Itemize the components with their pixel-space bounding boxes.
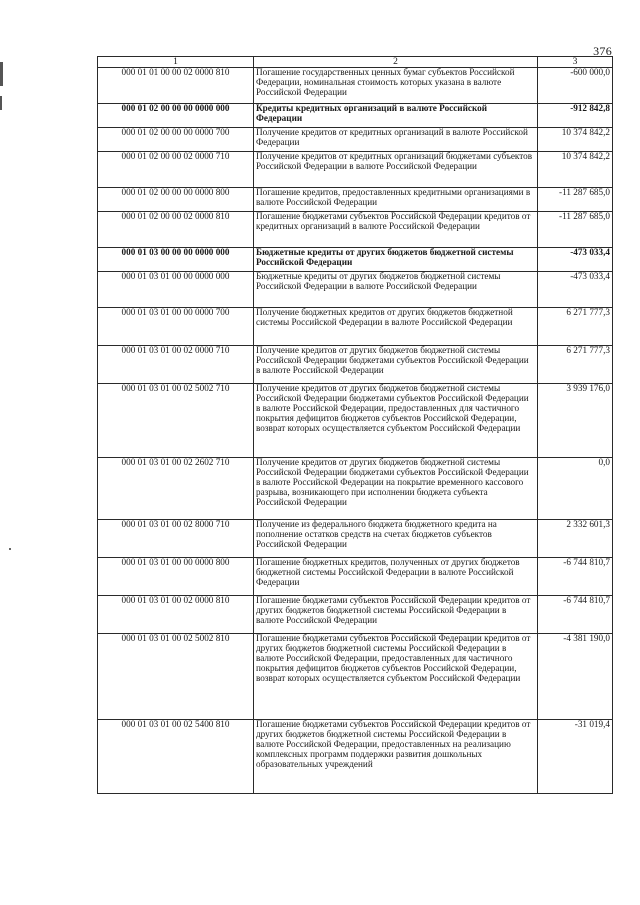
table-row: [98, 152, 613, 188]
row-code: 000 01 01 00 00 02 0000 810: [98, 68, 254, 104]
row-code: 000 01 03 01 00 02 2602 710: [98, 458, 254, 520]
row-code: 000 01 02 00 00 00 0000 800: [98, 188, 254, 212]
table-row: [98, 212, 613, 248]
row-sum: 10 374 842,2: [538, 152, 613, 188]
table-row: [98, 104, 613, 128]
row-sum: -473 033,4: [538, 248, 613, 272]
table-row: [98, 720, 613, 794]
row-code: 000 01 03 01 00 02 5400 810: [98, 720, 254, 794]
row-sum: -31 019,4: [538, 720, 613, 794]
page-number: 376: [593, 44, 612, 58]
table-row: [98, 188, 613, 212]
row-code: 000 01 03 01 00 02 5002 810: [98, 634, 254, 720]
row-sum: 6 271 777,3: [538, 346, 613, 384]
column-header-name: 2: [254, 57, 538, 68]
table-row: [98, 558, 613, 596]
row-sum: -6 744 810,7: [538, 596, 613, 634]
table-row: [98, 458, 613, 520]
row-name: Кредиты кредитных организаций в валюте Российской Федерации: [254, 104, 538, 128]
column-header-code: 1: [98, 57, 254, 68]
row-name: Получение кредитов от кредитных организаций в валюте Российской Федерации: [254, 128, 538, 152]
row-name: Погашение государственных ценных бумаг субъектов Российской Федерации, номинальная стоимость которых указана в валюте Российской Федерации: [254, 68, 538, 104]
table-row: [98, 308, 613, 346]
row-sum: 2 332 601,3: [538, 520, 613, 558]
row-sum: 6 271 777,3: [538, 308, 613, 346]
row-sum: -473 033,4: [538, 272, 613, 308]
table-header-row: [98, 57, 613, 68]
row-name: Получение кредитов от других бюджетов бюджетной системы Российской Федерации бюджетами субъектов Российской Федерации в валюте Российской Федерации: [254, 346, 538, 384]
row-name: Получение бюджетных кредитов от других бюджетов бюджетной системы Российской Федерации в валюте Российской Федерации: [254, 308, 538, 346]
row-name: Бюджетные кредиты от других бюджетов бюджетной системы Российской Федерации: [254, 248, 538, 272]
row-name: Погашение бюджетных кредитов, полученных от других бюджетов бюджетной системы Российской Федерации в валюте Российской Федерации: [254, 558, 538, 596]
column-header-sum: 3: [538, 57, 613, 68]
row-code: 000 01 03 01 00 02 0000 710: [98, 346, 254, 384]
table-row: [98, 248, 613, 272]
row-name: Погашение бюджетами субъектов Российской Федерации кредитов от кредитных организаций в валюте Российской Федерации: [254, 212, 538, 248]
row-name: Погашение бюджетами субъектов Российской Федерации кредитов от других бюджетов бюджетной системы Российской Федерации в валюте Российской Федерации, предоставленных для частичного покрытия дефицитов бюджетов субъектов Российской Федерации, возврат которых осуществляется субъектом Российской Федерации: [254, 634, 538, 720]
row-sum: 10 374 842,2: [538, 128, 613, 152]
table-row: [98, 520, 613, 558]
table-row: [98, 384, 613, 458]
row-code: 000 01 03 01 00 00 0000 700: [98, 308, 254, 346]
row-code: 000 01 02 00 00 02 0000 810: [98, 212, 254, 248]
row-name: Получение кредитов от других бюджетов бюджетной системы Российской Федерации бюджетами субъектов Российской Федерации в валюте Российской Федерации, предоставленных для частичного покрытия дефицитов бюджетов субъектов Российской Федерации, возврат которых осуществляется субъектом Российской Федерации: [254, 384, 538, 458]
row-name: Бюджетные кредиты от других бюджетов бюджетной системы Российской Федерации в валюте Российской Федерации: [254, 272, 538, 308]
row-sum: -6 744 810,7: [538, 558, 613, 596]
row-name: Погашение кредитов, предоставленных кредитными организациями в валюте Российской Федерации: [254, 188, 538, 212]
row-sum: 3 939 176,0: [538, 384, 613, 458]
row-code: 000 01 02 00 00 02 0000 710: [98, 152, 254, 188]
row-sum: -11 287 685,0: [538, 212, 613, 248]
row-code: 000 01 03 01 00 00 0000 000: [98, 272, 254, 308]
row-code: 000 01 02 00 00 00 0000 700: [98, 128, 254, 152]
budget-sources-table: [97, 56, 613, 794]
row-code: 000 01 03 01 00 02 0000 810: [98, 596, 254, 634]
row-name: Получение кредитов от кредитных организаций бюджетами субъектов Российской Федерации в валюте Российской Федерации: [254, 152, 538, 188]
row-name: Получение из федерального бюджета бюджетного кредита на пополнение остатков средств на счетах бюджетов субъектов Российской Федерации: [254, 520, 538, 558]
row-code: 000 01 03 00 00 00 0000 000: [98, 248, 254, 272]
row-code: 000 01 03 01 00 00 0000 800: [98, 558, 254, 596]
scan-edge-mark: [0, 96, 2, 110]
table-row: [98, 346, 613, 384]
row-sum: -912 842,8: [538, 104, 613, 128]
table-row: [98, 272, 613, 308]
table-row: [98, 596, 613, 634]
row-code: 000 01 03 01 00 02 5002 710: [98, 384, 254, 458]
table-row: [98, 128, 613, 152]
scan-speck: [9, 548, 11, 550]
row-sum: -600 000,0: [538, 68, 613, 104]
table-row: [98, 68, 613, 104]
table-row: [98, 634, 613, 720]
row-code: 000 01 02 00 00 00 0000 000: [98, 104, 254, 128]
row-code: 000 01 03 01 00 02 8000 710: [98, 520, 254, 558]
row-sum: 0,0: [538, 458, 613, 520]
scan-edge-mark: [0, 62, 3, 86]
row-name: Погашение бюджетами субъектов Российской Федерации кредитов от других бюджетов бюджетной системы Российской Федерации в валюте Российской Федерации, предоставленных на реализацию комплексных программ поддержки развития дошкольных образовательных учреждений: [254, 720, 538, 794]
row-sum: -11 287 685,0: [538, 188, 613, 212]
row-sum: -4 381 190,0: [538, 634, 613, 720]
row-name: Получение кредитов от других бюджетов бюджетной системы Российской Федерации бюджетами субъектов Российской Федерации в валюте Российской Федерации на покрытие временного кассового разрыва, возникающего при исполнении бюджета субъекта Российской Федерации: [254, 458, 538, 520]
row-name: Погашение бюджетами субъектов Российской Федерации кредитов от других бюджетов бюджетной системы Российской Федерации в валюте Российской Федерации: [254, 596, 538, 634]
